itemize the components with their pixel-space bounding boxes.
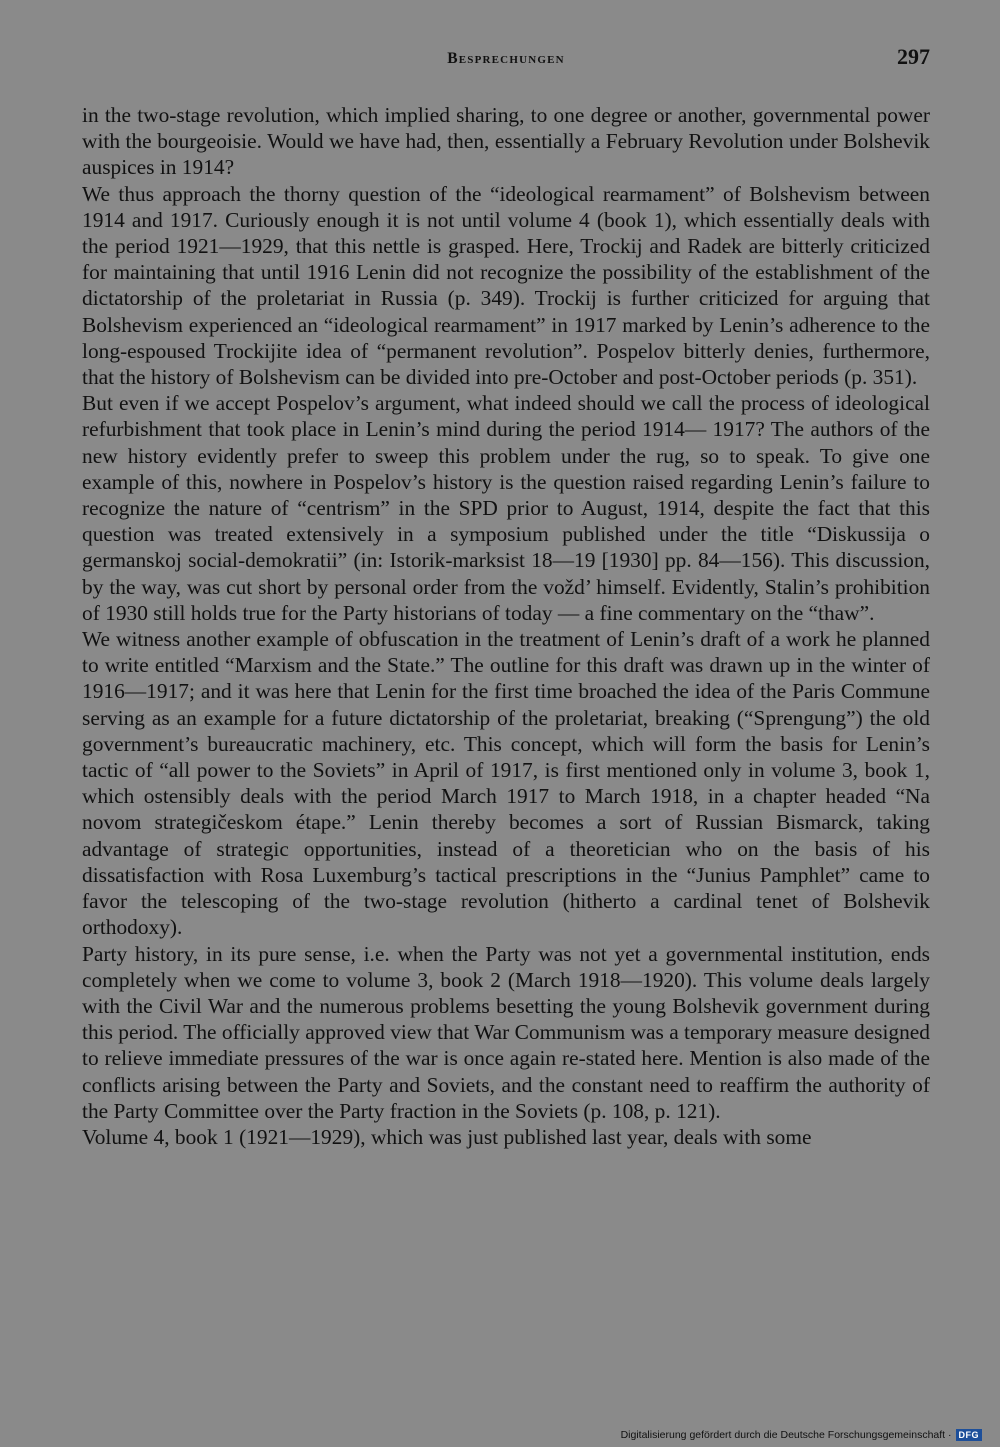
paragraph: We thus approach the thorny question of the “ideological rearmament” of Bolshevism between 1914 and 1917. Curiously enough it is not until volume 4 (book 1), which essentially deals with the period 1921—1929, that this nettle is grasped. Here, Trockij and Radek are bitterly criticized for maintaining that until 1916 Lenin did not recognize the possibility of the establishment of the dictatorship of the proletariat in Russia (p. 349). Trockij is further criticized for arguing that Bolshevism experienced an “ideological rearmament” in 1917 marked by Lenin’s adherence to the long-espoused Trockijite idea of “permanent revolution”. Pospelov bitterly denies, furthermore, that the history of Bolshevism can be divided into pre-October and post-October periods (p. 351). [82,181,930,390]
digitization-footer [621,1429,982,1441]
page-header [82,44,930,74]
paragraph: Volume 4, book 1 (1921—1929), which was just published last year, deals with some [82,1124,812,1149]
paragraph: in the two-stage revolution, which implied sharing, to one degree or another, governmental power with the bourgeoisie. Would we have had, then, essentially a February Revolution under Bolshevik auspices in 1914? [82,103,930,180]
paragraph: But even if we accept Pospelov’s argument, what indeed should we call the process of ideological refurbishment that took place in Lenin’s mind during the period 1914— 1917? The authors of the new history evidently prefer to sweep this problem under the rug, so to speak. To give one example of this, nowhere in Pospelov’s history is the question raised regarding Lenin’s failure to recognize the nature of “centrism” in the SPD prior to August, 1914, despite the fact that this question was treated extensively in a symposium published under the title “Diskussija o germanskoj social-demokratii” (in: Istorik-marksist 18—19 [1930] pp. 84—156). This discussion, by the way, was cut short by personal order from the vožd’ himself. Evidently, Stalin’s prohibition of 1930 still holds true for the Party historians of today — a fine commentary on the “thaw”. [82,391,930,625]
body-text [82,102,930,1150]
dfg-logo: DFG [956,1429,983,1441]
paragraph: Party history, in its pure sense, i.e. when the Party was not yet a governmental institution, ends completely when we come to volume 3, book 2 (March 1918—1920). This volume deals largely with the Civil War and the numerous problems besetting the young Bolshevik government during this period. The officially approved view that War Communism was a temporary measure designed to relieve immediate pressures of the war is once again re-stated here. Mention is also made of the conflicts arising between the Party and Soviets, and the constant need to reaffirm the authority of the Party Committee over the Party fraction in the Soviets (p. 108, p. 121). [82,941,930,1123]
footer-credit: Digitalisierung gefördert durch die Deutsche Forschungsgemeinschaft · [620,1429,952,1441]
page-number: 297 [897,44,930,69]
running-head: Besprechungen [447,50,565,67]
paragraph: We witness another example of obfuscation in the treatment of Lenin’s draft of a work he planned to write entitled “Marxism and the State.” The outline for this draft was drawn up in the winter of 1916—1917; and it was here that Lenin for the first time broached the idea of the Paris Commune serving as an example for a future dictatorship of the proletariat, breaking (“Sprengung”) the old government’s bureaucratic machinery, etc. This concept, which will form the basis for Lenin’s tactic of “all power to the Soviets” in April of 1917, is first mentioned only in volume 3, book 1, which ostensibly deals with the period March 1917 to March 1918, in a chapter headed “Na novom strategičeskom étape.” Lenin thereby becomes a sort of Russian Bismarck, taking advantage of strategic opportunities, instead of a theoretician who on the basis of his dissatisfaction with Rosa Luxemburg’s tactical prescriptions in the “Junius Pamphlet” came to favor the telescoping of the two-stage revolution (hitherto a cardinal tenet of Bolshevik orthodoxy). [82,627,930,940]
